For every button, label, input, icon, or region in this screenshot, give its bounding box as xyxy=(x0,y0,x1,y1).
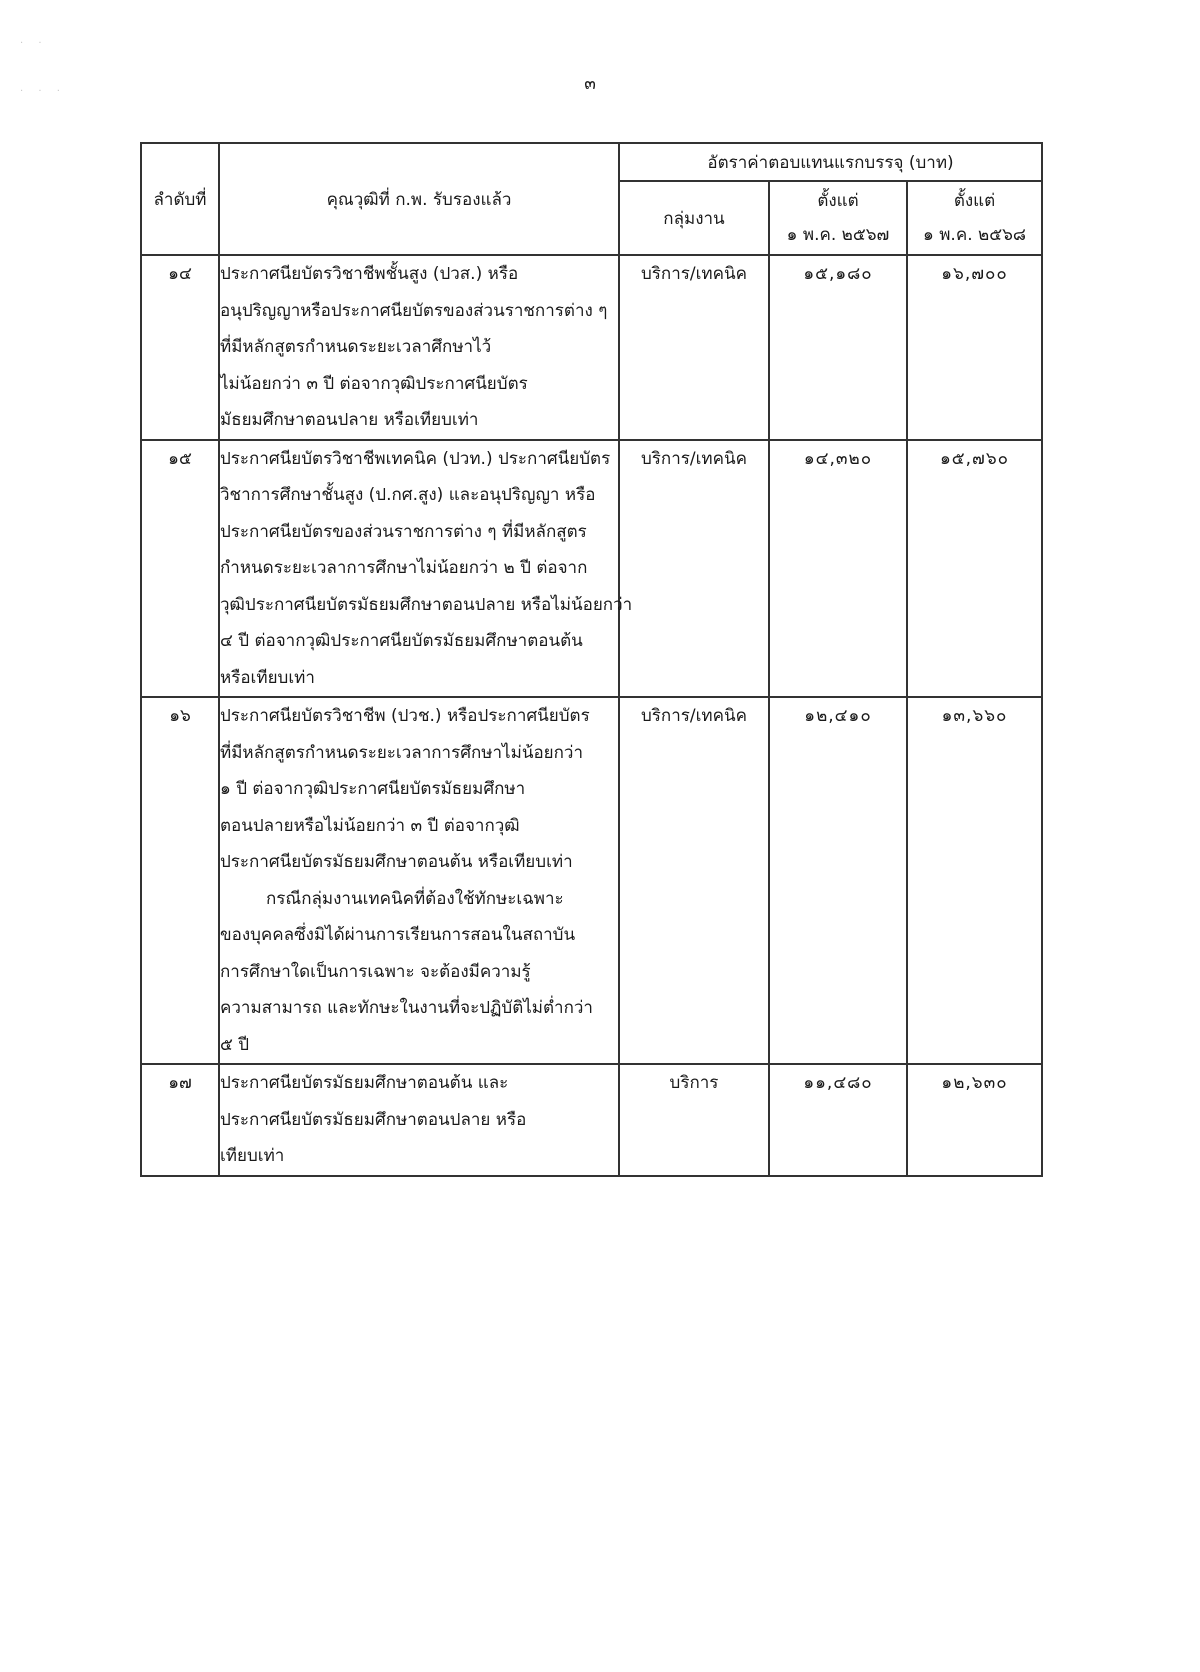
rate-2568-header-line1: ตั้งแต่ xyxy=(953,191,996,211)
qualification-line: ประกาศนียบัตรมัธยมศึกษาตอนต้น และ xyxy=(220,1073,509,1093)
qualification-cell xyxy=(219,440,633,698)
qualification-line: ที่มีหลักสูตรกำหนดระยะเวลาศึกษาไว้ xyxy=(220,337,492,357)
qualification-line: มัธยมศึกษาตอนปลาย หรือเทียบเท่า xyxy=(220,410,479,430)
page-number: ๓ xyxy=(584,74,596,94)
qualification-header: คุณวุฒิที่ ก.พ. รับรองแล้ว xyxy=(219,143,619,255)
qualification-line: ประกาศนียบัตรวิชาชีพเทคนิค (ปวท.) ประกาศนียบัตร xyxy=(220,448,611,469)
rate-2568-header-line2: ๑ พ.ค. ๒๕๖๘ xyxy=(923,225,1026,245)
qualification-line: หรือเทียบเท่า xyxy=(220,667,315,688)
table-row xyxy=(141,697,1042,1064)
qualification-line: ของบุคคลซึ่งมิได้ผ่านการเรียนการสอนในสถาบัน xyxy=(220,925,576,945)
rate-2567-cell: ๑๒,๔๑๐ xyxy=(769,697,907,1064)
qualification-line: กำหนดระยะเวลาการศึกษาไม่น้อยกว่า ๒ ปี ต่อจาก xyxy=(220,558,588,578)
qualification-cell xyxy=(219,697,619,1064)
rate-2567-cell: ๑๑,๔๘๐ xyxy=(769,1064,907,1176)
rate-2568-cell: ๑๕,๗๖๐ xyxy=(907,440,1042,698)
rate-2568-cell: ๑๖,๗๐๐ xyxy=(907,255,1042,440)
qualification-line: ตอนปลายหรือไม่น้อยกว่า ๓ ปี ต่อจากวุฒิ xyxy=(220,815,520,836)
qualification-line: กรณีกลุ่มงานเทคนิคที่ต้องใช้ทักษะเฉพาะ xyxy=(266,888,564,909)
rate-2567-cell: ๑๕,๑๘๐ xyxy=(769,255,907,440)
compensation-table xyxy=(140,142,1043,1177)
work-group-cell: บริการ/เทคนิค xyxy=(619,440,769,698)
rate-2567-header-line1: ตั้งแต่ xyxy=(817,191,859,211)
qualification-line: ที่มีหลักสูตรกำหนดระยะเวลาการศึกษาไม่น้อยกว่า xyxy=(220,742,583,763)
rate-2568-cell: ๑๓,๖๖๐ xyxy=(907,697,1042,1064)
qualification-line: ๔ ปี ต่อจากวุฒิประกาศนียบัตรมัธยมศึกษาตอนต้น xyxy=(220,631,583,651)
row-number: ๑๖ xyxy=(141,697,219,1064)
rate-2567-header-line2: ๑ พ.ค. ๒๕๖๗ xyxy=(786,225,890,245)
qualification-cell xyxy=(219,255,619,440)
table-row xyxy=(141,255,1042,440)
order-header: ลำดับที่ xyxy=(141,143,219,255)
rate-2568-header xyxy=(907,181,1042,255)
qualification-line: ความสามารถ และทักษะในงานที่จะปฏิบัติไม่ต่ำกว่า xyxy=(220,998,593,1018)
table-row xyxy=(141,1064,1042,1176)
row-number: ๑๔ xyxy=(141,255,219,440)
qualification-line: เทียบเท่า xyxy=(220,1146,285,1166)
rate-group-header: อัตราค่าตอบแทนแรกบรรจุ (บาท) xyxy=(619,143,1042,181)
qualification-line: ประกาศนียบัตรมัธยมศึกษาตอนต้น หรือเทียบเท่า xyxy=(220,852,573,872)
rate-2567-cell: ๑๔,๓๒๐ xyxy=(769,440,907,698)
qualification-cell xyxy=(219,1064,619,1176)
qualification-line: วุฒิประกาศนียบัตรมัธยมศึกษาตอนปลาย หรือไม่น้อยกว่า xyxy=(220,594,633,615)
qualification-line: ๕ ปี xyxy=(220,1034,250,1055)
qualification-line: อนุปริญญาหรือประกาศนียบัตรของส่วนราชการต่าง ๆ xyxy=(220,300,608,321)
work-group-cell: บริการ/เทคนิค xyxy=(619,697,769,1064)
qualification-line: ประกาศนียบัตรของส่วนราชการต่าง ๆ ที่มีหลักสูตร xyxy=(220,521,587,542)
qualification-line: ประกาศนียบัตรวิชาชีพชั้นสูง (ปวส.) หรือ xyxy=(220,264,519,284)
qualification-line: ไม่น้อยกว่า ๓ ปี ต่อจากวุฒิประกาศนียบัตร xyxy=(220,373,528,394)
row-number: ๑๗ xyxy=(141,1064,219,1176)
work-group-cell: บริการ/เทคนิค xyxy=(619,255,769,440)
qualification-line: วิชาการศึกษาชั้นสูง (ป.กศ.สูง) และอนุปริญญา หรือ xyxy=(220,485,596,505)
work-group-cell: บริการ xyxy=(619,1064,769,1176)
work-group-header: กลุ่มงาน xyxy=(619,181,769,255)
rate-2567-header xyxy=(769,181,907,255)
table-row xyxy=(141,440,1042,698)
qualification-line: ประกาศนียบัตรวิชาชีพ (ปวช.) หรือประกาศนียบัตร xyxy=(220,706,590,726)
qualification-line: ๑ ปี ต่อจากวุฒิประกาศนียบัตรมัธยมศึกษา xyxy=(220,779,526,799)
qualification-line: ประกาศนียบัตรมัธยมศึกษาตอนปลาย หรือ xyxy=(220,1109,527,1130)
qualification-line: การศึกษาใดเป็นการเฉพาะ จะต้องมีความรู้ xyxy=(220,961,531,982)
scan-specks: · · · · · xyxy=(20,38,66,97)
rate-2568-cell: ๑๒,๖๓๐ xyxy=(907,1064,1042,1176)
row-number: ๑๕ xyxy=(141,440,219,698)
